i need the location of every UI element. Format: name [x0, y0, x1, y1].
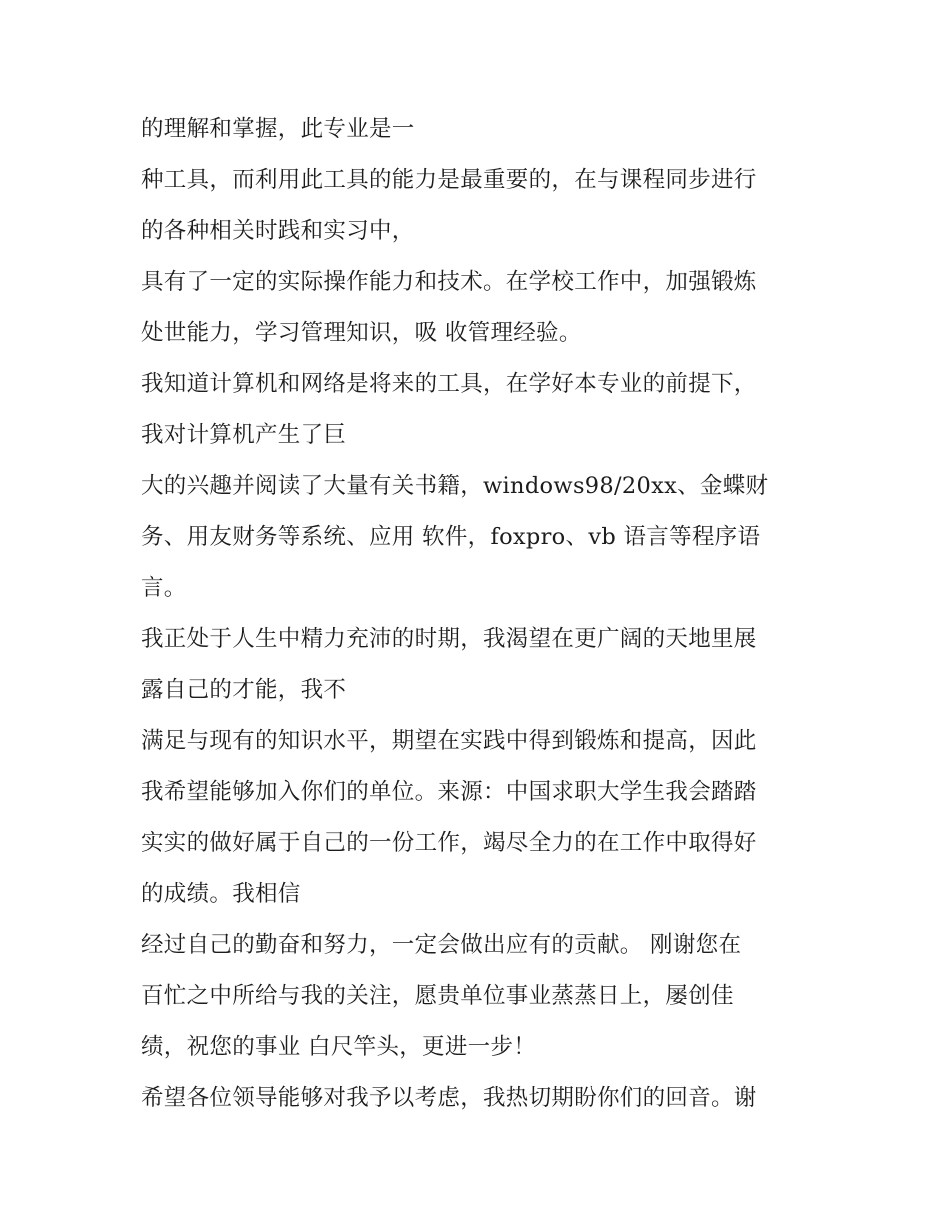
text-line: 务、用友财务等系统、应用 软件，foxpro、vb 语言等程序语: [141, 524, 761, 550]
text-line: 的各种相关时践和实习中，: [141, 218, 415, 244]
text-line: 绩，祝您的事业 白尺竿头，更进一步！: [141, 1034, 537, 1060]
letter-body: [141, 104, 831, 1124]
text-line: 的理解和掌握，此专业是一: [141, 116, 415, 142]
text-line: 我正处于人生中精力充沛的时期，我渴望在更广阔的天地里展: [141, 626, 757, 652]
text-line: 我希望能够加入你们的单位。来源：中国求职大学生我会踏踏: [141, 779, 757, 805]
text-line: 处世能力，学习管理知识，吸 收管理经验。: [141, 320, 582, 346]
text-line: 种工具，而利用此工具的能力是最重要的，在与课程同步进行: [141, 167, 757, 193]
text-line: 经过自己的勤奋和努力，一定会做出应有的贡献。 刚谢您在: [141, 932, 742, 958]
text-line: 的成绩。我相信: [141, 881, 301, 907]
text-line: 我知道计算机和网络是将来的工具，在学好本专业的前提下，: [141, 371, 757, 397]
text-line: 我对计算机产生了巨: [141, 422, 347, 448]
text-line: 露自己的才能，我不: [141, 677, 347, 703]
text-line: 大的兴趣并阅读了大量有关书籍，windows98/20xx、金蝶财: [141, 473, 769, 499]
text-line: 实实的做好属于自己的一份工作，竭尽全力的在工作中取得好: [141, 830, 757, 856]
text-line: 言。: [141, 575, 187, 601]
text-line: 满足与现有的知识水平，期望在实践中得到锻炼和提高，因此: [141, 728, 757, 754]
text-line: 百忙之中所给与我的关注，愿贵单位事业蒸蒸日上，屡创佳: [141, 983, 734, 1009]
text-line: 希望各位领导能够对我予以考虑，我热切期盼你们的回音。谢: [141, 1085, 757, 1111]
text-line: 具有了一定的实际操作能力和技术。在学校工作中，加强锻炼: [141, 269, 757, 295]
